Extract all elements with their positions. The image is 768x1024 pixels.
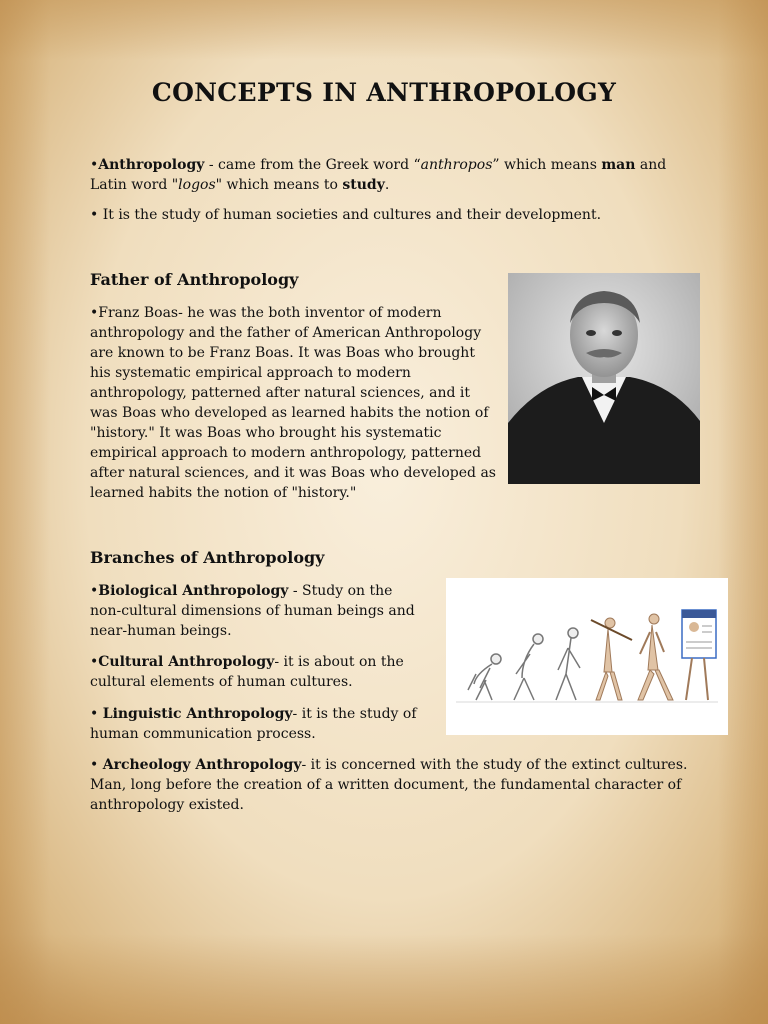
paper-edge-top [0, 0, 768, 60]
branch-term: Cultural Anthropology [98, 654, 275, 670]
intro-study: • It is the study of human societies and cultures and their development. [90, 207, 602, 223]
branch-linguistic [90, 704, 425, 744]
bullet: • [90, 157, 99, 173]
branch-description: - it is the study of human communication process. [90, 706, 417, 742]
bullet: • [90, 583, 99, 599]
text-segment: and Latin word " [90, 157, 667, 193]
franz-boas-photo [508, 273, 700, 484]
branch-term: Archeology Anthropology [102, 757, 302, 773]
text-segment: " which means to [215, 177, 343, 193]
term-anthropology: Anthropology [98, 157, 205, 173]
branch-term: Linguistic Anthropology [102, 706, 293, 722]
greek-word: anthropos [420, 157, 493, 173]
branches-heading: Branches of Anthropology [90, 548, 325, 567]
father-paragraph: •Franz Boas- he was the both inventor of modern anthropology and the father of American Anthropology are known to be Franz Boas. It was Boas who brought his systematic empirical approach to modern anthropology, patterned after natural sciences, and it was Boas who developed as learned habits the notion of "history." It was Boas who brought his systematic empirical approach to modern anthropology, patterned after natural sciences, and it was Boas who developed as learned habits the notion of "history." [90, 305, 496, 501]
branch-description: - it is about on the cultural elements of human cultures. [90, 654, 404, 690]
branch-term: Biological Anthropology [98, 583, 289, 599]
text-segment: . [384, 177, 390, 193]
page-title: CONCEPTS IN ANTHROPOLOGY [151, 78, 617, 107]
branch-cultural [90, 652, 425, 692]
branch-description: - it is concerned with the study of the extinct cultures. Man, long before the creation of a written document, the fundamental character of anthropology existed. [90, 757, 688, 813]
term-man: man [601, 157, 636, 173]
evolution-figures [446, 578, 728, 735]
paper-edge-left [0, 0, 50, 1024]
portrait-illustration [508, 273, 700, 484]
bullet: • [90, 706, 103, 722]
text-segment: - came from the Greek word “ [204, 157, 421, 173]
evolution-illustration [446, 578, 728, 735]
father-heading: Father of Anthropology [90, 270, 299, 289]
term-study: study [342, 177, 385, 193]
bullet: • [90, 757, 103, 773]
branch-biological [90, 581, 425, 641]
bullet: • [90, 654, 99, 670]
branch-description: - Study on the non-cultural dimensions of human beings and near-human beings. [90, 583, 415, 639]
paper-edge-right [718, 0, 768, 1024]
latin-word: logos [178, 177, 216, 193]
paper-edge-bottom [0, 934, 768, 1024]
text-segment: ” which means [492, 157, 602, 173]
branch-archeology [90, 755, 690, 815]
intro-definition [90, 155, 680, 195]
